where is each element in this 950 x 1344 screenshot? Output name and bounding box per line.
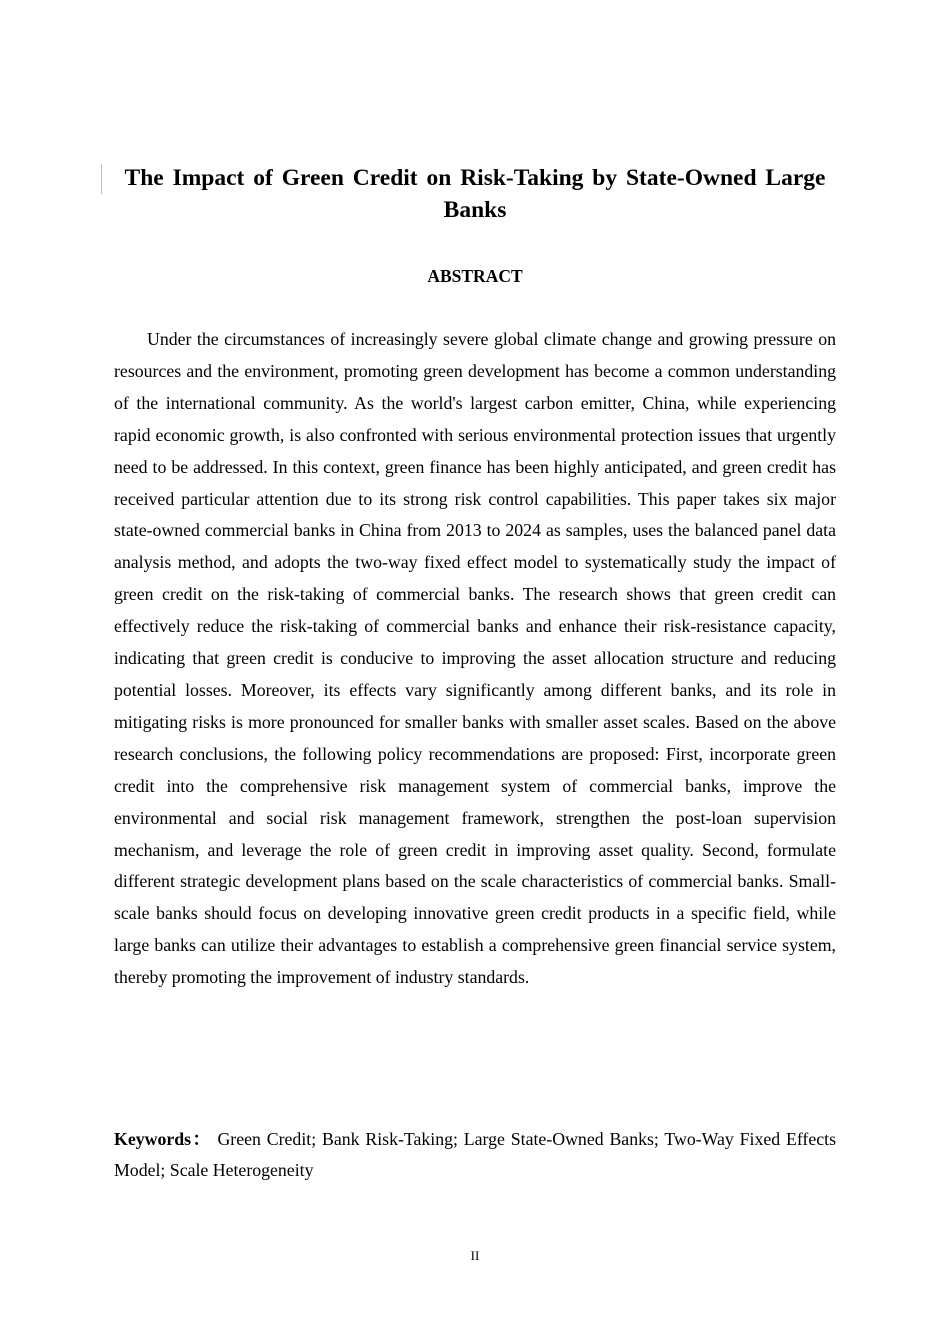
page-number: II — [470, 1248, 480, 1263]
abstract-heading: ABSTRACT — [427, 266, 523, 286]
paper-title: The Impact of Green Credit on Risk-Taking by State-Owned Large Banks — [124, 165, 826, 223]
keywords-label: Keywords： — [114, 1129, 212, 1149]
keywords-list: Green Credit; Bank Risk-Taking; Large State-Owned Banks; Two-Way Fixed Effects Model; Scale Heterogeneity — [114, 1129, 836, 1180]
keywords-paragraph — [114, 1124, 836, 1186]
abstract-body: Under the circumstances of increasingly severe global climate change and growing pressure on resources and the environment, promoting green development has become a common understanding of the international community. As the world's largest carbon emitter, China, while experiencing rapid economic growth, is also confronted with serious environmental protection issues that urgently need to be addressed. In this context, green finance has been highly anticipated, and green credit has received particular attention due to its strong risk control capabilities. This paper takes six major state-owned commercial banks in China from 2013 to 2024 as samples, uses the balanced panel data analysis method, and adopts the two-way fixed effect model to systematically study the impact of green credit on the risk-taking of commercial banks. The research shows that green credit can effectively reduce the risk-taking of commercial banks and enhance their risk-resistance capacity, indicating that green credit is conducive to improving the asset allocation structure and reducing potential losses. Moreover, its effects vary significantly among different banks, and its role in mitigating risks is more pronounced for smaller banks with smaller asset scales. Based on the above research conclusions, the following policy recommendations are proposed: First, incorporate green credit into the comprehensive risk management system of commercial banks, improve the environmental and social risk management framework, strengthen the post-loan supervision mechanism, and leverage the role of green credit in improving asset quality. Second, formulate different strategic development plans based on the scale characteristics of commercial banks. Small-scale banks should focus on developing innovative green credit products in a specific field, while large banks can utilize their advantages to establish a comprehensive green financial service system, thereby promoting the improvement of industry standards. — [114, 329, 836, 988]
title-margin-marker — [101, 164, 102, 194]
